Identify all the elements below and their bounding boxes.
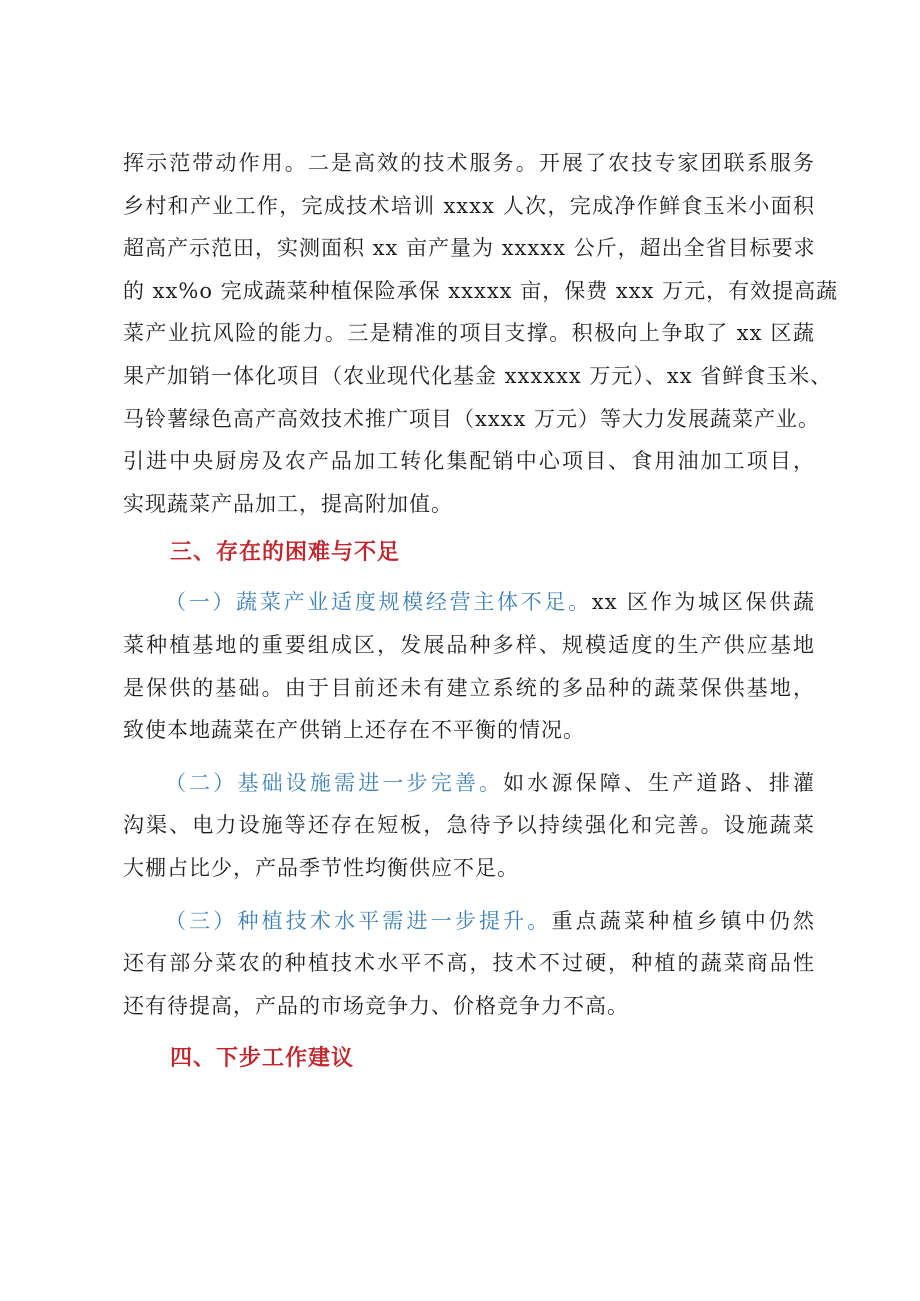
difficulty-item-3 xyxy=(123,900,815,1028)
paragraph-text: 重点蔬菜种植乡镇中仍然 xyxy=(551,908,816,933)
paragraph-line: 实现蔬菜产品加工，提高附加值。 xyxy=(123,491,453,516)
paragraph-line: 大棚占比少，产品季节性均衡供应不足。 xyxy=(123,855,519,880)
paragraph-line: 果产加销一体化项目（农业现代化基金 xxxxxx 万元）、xx 省鲜食玉米、 xyxy=(123,363,833,388)
paragraph-line: 马铃薯绿色高产高效技术推广项目（xxxx 万元）等大力发展蔬菜产业。 xyxy=(123,406,821,431)
paragraph-line: 致使本地蔬菜在产供销上还存在不平衡的情况。 xyxy=(123,718,585,743)
paragraph-line: 超高产示范田，实测面积 xx 亩产量为 xxxxx 公斤，超出全省目标要求 xyxy=(123,236,816,261)
sub-heading: （二）基础设施需进一步完善。 xyxy=(165,770,504,795)
paragraph-line: 还有待提高，产品的市场竞争力、价格竞争力不高。 xyxy=(123,993,629,1018)
document-page xyxy=(123,142,839,1081)
difficulty-item-2 xyxy=(123,762,815,890)
sub-heading: （三）种植技术水平需进一步提升。 xyxy=(165,908,552,933)
intro-paragraph xyxy=(123,142,839,525)
paragraph-line: 引进中央厨房及农产品加工转化集配销中心项目、食用油加工项目， xyxy=(123,449,815,474)
paragraph-text: xx 区作为城区保供蔬 xyxy=(591,590,815,615)
paragraph-line: 沟渠、电力设施等还存在短板，急待予以持续强化和完善。设施蔬菜 xyxy=(123,813,815,838)
paragraph-line: 挥示范带动作用。二是高效的技术服务。开展了农技专家团联系服务 xyxy=(123,151,815,175)
paragraph-text: 如水源保障、生产道路、排灌 xyxy=(503,770,816,795)
paragraph-line: 是保供的基础。由于目前还未有建立系统的多品种的蔬菜保供基地， xyxy=(123,675,815,700)
sub-heading: （一）蔬菜产业适度规模经营主体不足。 xyxy=(165,590,592,615)
paragraph-line: 乡村和产业工作，完成技术培训 xxxx 人次，完成净作鲜食玉米小面积 xyxy=(123,193,815,218)
paragraph-line: 菜种植基地的重要组成区，发展品种多样、规模适度的生产供应基地 xyxy=(123,632,815,657)
section-heading-difficulties: 三、存在的困难与不足 xyxy=(170,540,401,566)
section-heading-next-steps: 四、下步工作建议 xyxy=(170,1046,355,1072)
paragraph-line xyxy=(123,762,815,805)
paragraph-line xyxy=(123,900,815,943)
difficulty-item-1 xyxy=(123,581,815,751)
paragraph-line: 菜产业抗风险的能力。三是精准的项目支撑。积极向上争取了 xx 区蔬 xyxy=(123,321,815,346)
paragraph-line: 还有部分菜农的种植技术水平不高，技术不过硬，种植的蔬菜商品性 xyxy=(123,951,815,976)
paragraph-line: 的 xx%o 完成蔬菜种植保险承保 xxxxx 亩，保费 xxx 万元，有效提高蔬 xyxy=(123,278,839,303)
paragraph-line xyxy=(123,581,815,624)
